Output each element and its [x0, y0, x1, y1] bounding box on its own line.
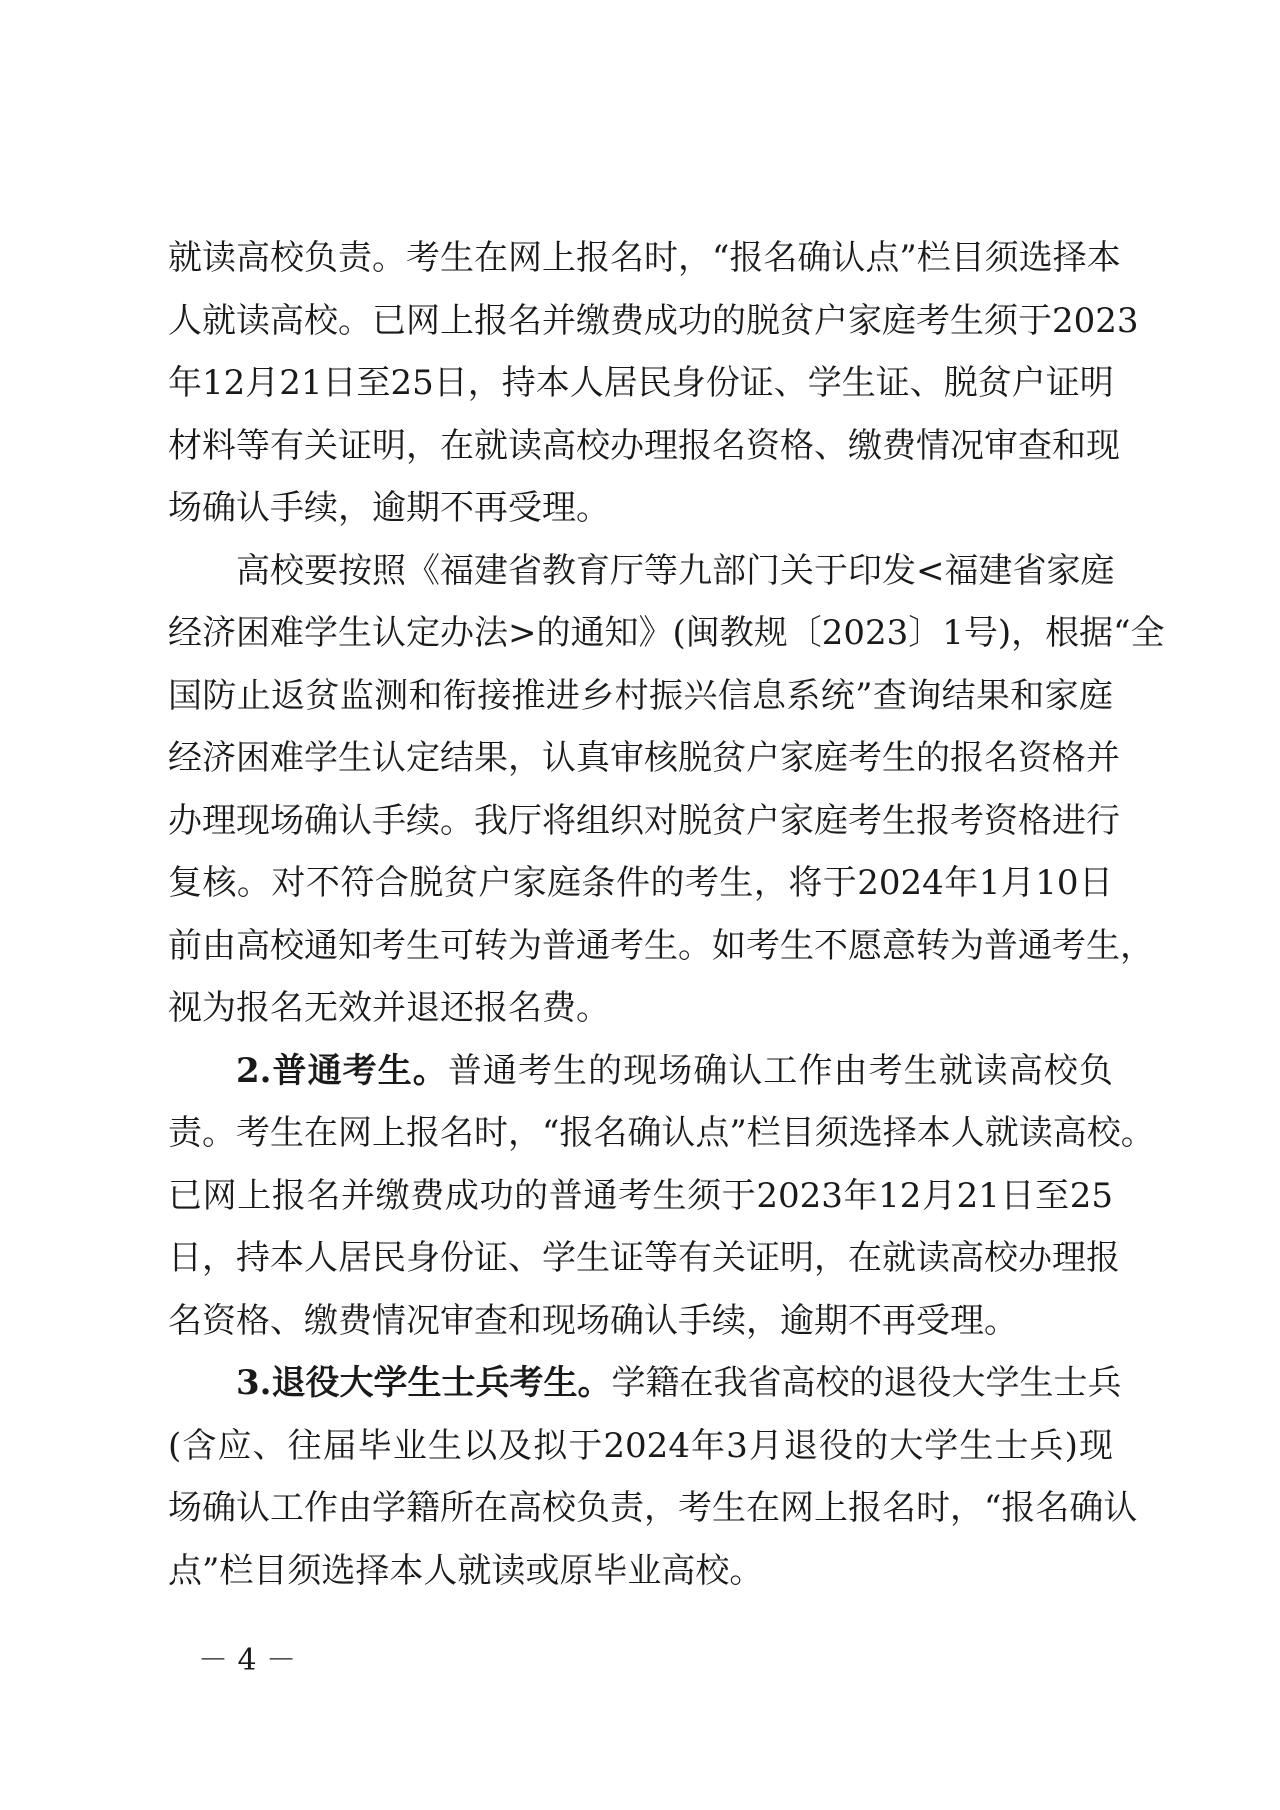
- text-line: 就读高校负责。考生在网上报名时，“报名确认点”栏目须选择本: [168, 238, 1121, 278]
- section-heading: 2.普通考生。: [236, 1050, 448, 1091]
- text-line: 已网上报名并缴费成功的普通考生须于2023年12月21日至25: [168, 1175, 1113, 1216]
- text-line: 材料等有关证明，在就读高校办理报名资格、缴费情况审查和现: [168, 425, 1120, 466]
- body-text: [168, 227, 1165, 1602]
- text-run: 普通考生的现场确认工作由考生就读高校负: [447, 1050, 1113, 1091]
- text-line: 场确认手续，逾期不再受理。: [168, 488, 610, 528]
- text-line: 名资格、缴费情况审查和现场确认手续，逾期不再受理。: [168, 1300, 1018, 1341]
- text-line: 日，持本人居民身份证、学生证等有关证明，在就读高校办理报: [168, 1238, 1120, 1278]
- text-line: 年12月21日至25日，持本人居民身份证、学生证、脱贫户证明: [168, 363, 1114, 403]
- text-line: 经济困难学生认定结果，认真审核脱贫户家庭考生的报名资格并: [168, 738, 1120, 778]
- text-line: [168, 1352, 1122, 1415]
- text-line: 国防止返贫监测和衔接推进乡村振兴信息系统”查询结果和家庭: [168, 675, 1113, 716]
- text-line: (含应、往届毕业生以及拟于2024年3月退役的大学生士兵)现: [168, 1425, 1113, 1466]
- section-heading: 3.退役大学生士兵考生。: [236, 1363, 612, 1403]
- text-line: 视为报名无效并退还报名费。: [168, 988, 610, 1028]
- text-line: 责。考生在网上报名时，“报名确认点”栏目须选择本人就读高校。: [168, 1113, 1155, 1153]
- text-line: 复核。对不符合脱贫户家庭条件的考生，将于2024年1月10日: [168, 863, 1113, 903]
- text-line: 场确认工作由学籍所在高校负责，考生在网上报名时，“报名确认: [168, 1488, 1138, 1528]
- text-line: 前由高校通知考生可转为普通考生。如考生不愿意转为普通考生，: [168, 925, 1154, 966]
- text-line: 经济困难学生认定办法>的通知》(闽教规〔2023〕1号)，根据“全: [168, 613, 1165, 653]
- page-number: － 4 －: [198, 1643, 297, 1678]
- text-run: 学籍在我省高校的退役大学生士兵: [611, 1363, 1122, 1403]
- text-line: 点”栏目须选择本人就读或原毕业高校。: [168, 1550, 764, 1591]
- text-line: 人就读高校。已网上报名并缴费成功的脱贫户家庭考生须于2023: [168, 300, 1139, 341]
- text-line: [168, 1040, 1113, 1103]
- text-line: 高校要按照《福建省教育厅等九部门关于印发<福建省家庭: [236, 550, 1115, 591]
- text-line: 办理现场确认手续。我厅将组织对脱贫户家庭考生报考资格进行: [168, 800, 1120, 841]
